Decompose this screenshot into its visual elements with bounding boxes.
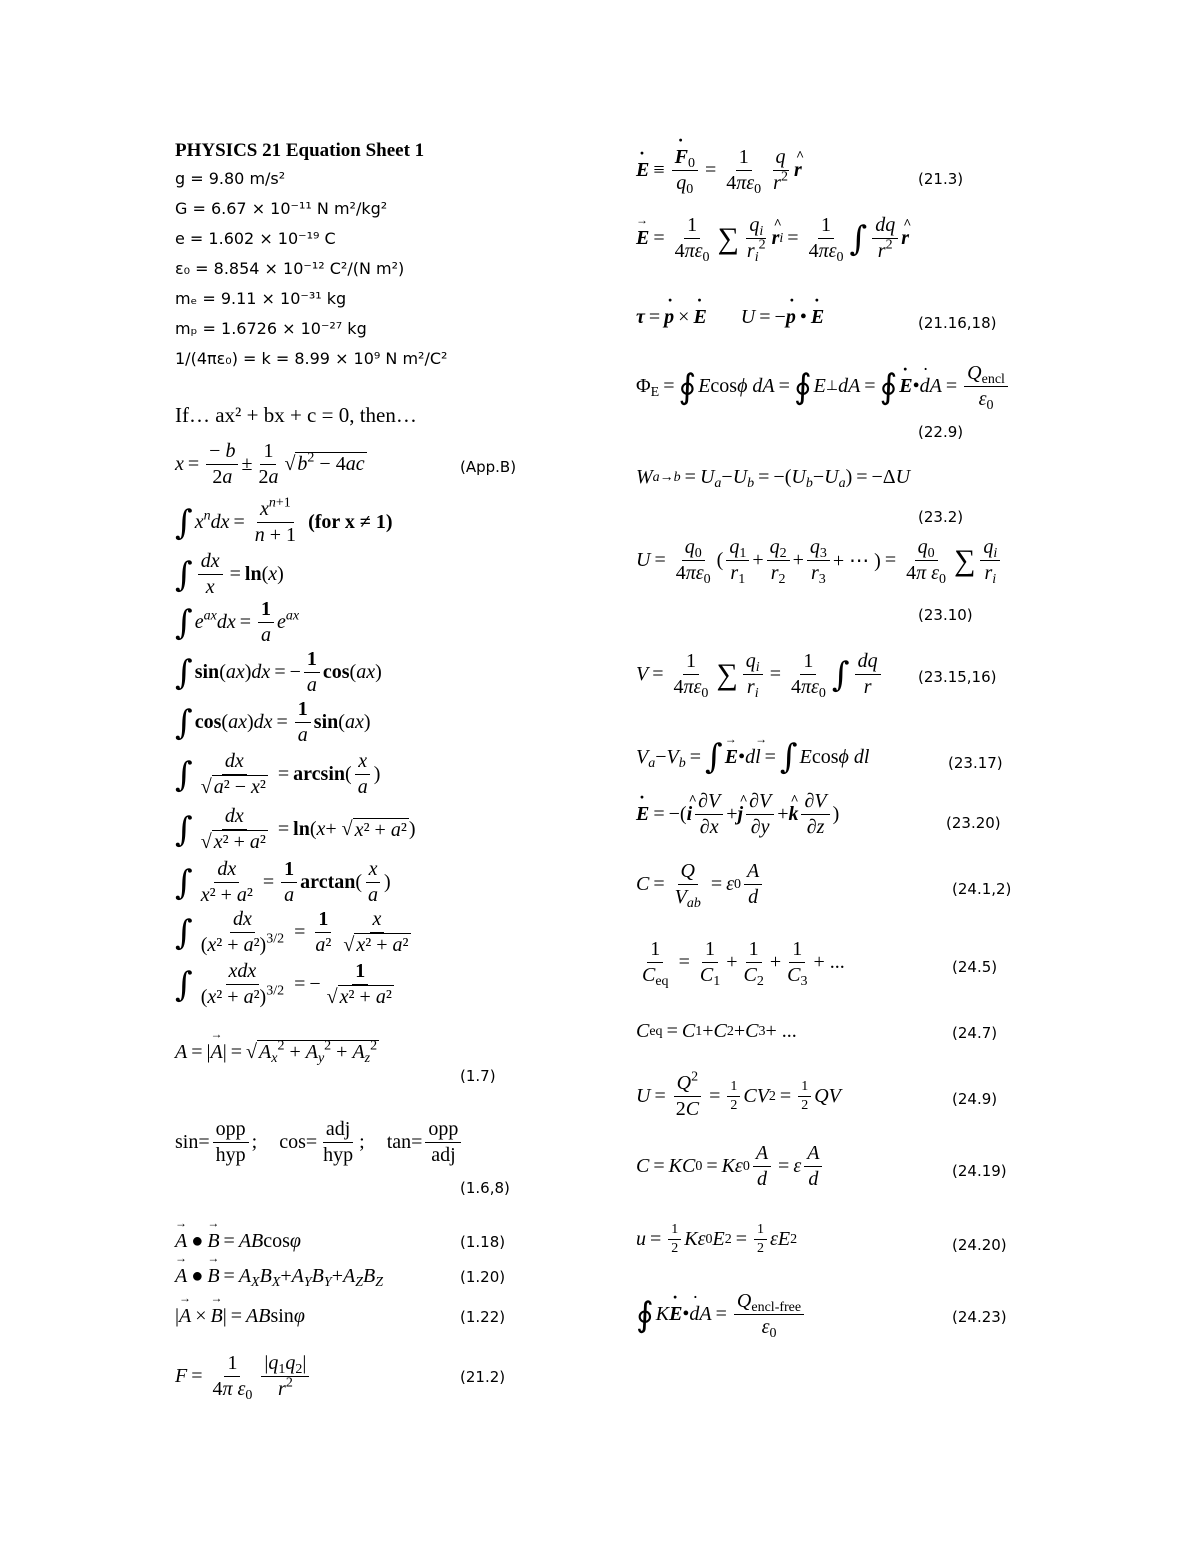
page-title: PHYSICS 21 Equation Sheet 1 xyxy=(175,140,425,161)
cross-product-eq-number: (1.22) xyxy=(460,1308,506,1326)
gauss-law-dielectric: ∮ K · E • · dA = $\frac{Q_{encl-free}}{\varepsilon_0}$ xyxy=(636,1290,1056,1339)
constant-me: mₑ = 9.11 × 10⁻³¹ kg xyxy=(175,289,347,308)
potential-difference: $V_a$ − $V_b$ = ∫ → E • d → l = ∫ E cos ϕ dl xyxy=(636,740,1056,774)
electric-field-definition: · E ≡ · $\frac{F_0}{q_0}$ = $\frac{1}{4\pi\varepsilon_0}$ $\frac{q}{r^2}$ ^ r xyxy=(636,146,1056,195)
series-capacitors: $\frac{1}{C_{eq}}$ = $\frac{1}{C_1}$ + $\frac{1}{C_2}$ + $\frac{1}{C_3}$ + ... xyxy=(642,938,845,990)
constant-G: G = 6.67 × 10⁻¹¹ N m²/kg² xyxy=(175,199,388,218)
eq-number-24-5: (24.5) xyxy=(952,958,998,976)
integral-dx-over-power: ∫ $\frac{dx}{(x^2 + a^2)^{3/2}}$ = $\frac{1}{\text{a²}}$ $\frac{x}{\text{√ x² + a²}}$ xyxy=(175,908,409,956)
work-potential-energy: W a→b = $U_a$ − $U_b$ = −( $U_b$ − $U_a$ ) = −Δ U xyxy=(636,466,911,492)
eq-number-24-9: (24.9) xyxy=(952,1090,998,1108)
cross-product-magnitude: | → A × → B | = AB sin φ xyxy=(175,1305,605,1328)
eq-number-24-7: (24.7) xyxy=(952,1024,998,1042)
integral-power-condition: (for x ≠ 1) xyxy=(308,511,393,533)
capacitor-energy: U = $\frac{Q^2}{2C}$ = $\frac{1}{2}$ CV 2 = $\frac{1}{2}$ QV xyxy=(636,1069,841,1120)
integral-sine: ∫ sin ( ax ) dx = − $\frac{1}{a}$ cos ( ax ) xyxy=(175,648,382,696)
dot-product-angle-eq-number: (1.18) xyxy=(460,1233,506,1251)
eq-number-23-20: (23.20) xyxy=(946,814,1001,832)
dot-product-components: → A ● → B = $A_XB_X$ + $A_YB_Y$ + $A_ZB_Z$ xyxy=(175,1265,605,1288)
field-from-gradient: · E = −( ^ i $\frac{\partial V}{\partial x}$ + ^ j $\frac{\partial V}{\partial y}$ + ^ k $\frac{\partial V}{\partial z}$ ) xyxy=(636,790,1056,839)
constant-g: g = 9.80 m/s² xyxy=(175,169,286,188)
quadratic-eq-number: (App.B) xyxy=(460,458,517,476)
parallel-capacitors: C eq = C 1 + C 2 + C 3 + ... xyxy=(636,1020,797,1042)
energy-density: u = $\frac{1}{2}$ Kε 0 E 2 = $\frac{1}{2}$ εE 2 xyxy=(636,1222,798,1256)
eq-number-23-17: (23.17) xyxy=(948,754,1003,772)
integral-cosine: ∫ cos ( ax ) dx = $\frac{1}{a}$ sin ( ax ) xyxy=(175,698,371,746)
integral-exponential: ∫ $e^{ax}dx$ = $\frac{1}{a}$ $e^{ax}$ xyxy=(175,598,300,646)
left-column xyxy=(175,140,605,1404)
dot-product-angle: → A ● → B = AB cos φ xyxy=(175,1230,605,1253)
eq-number-24-19: (24.19) xyxy=(952,1162,1007,1180)
dot-product-components-eq-number: (1.20) xyxy=(460,1268,506,1286)
quadratic-intro: If… ax² + bx + c = 0, then… xyxy=(175,403,417,427)
capacitance-definition: C = $\frac{Q}{V_{ab}}$ = ε 0 $\frac{A}{d}$ xyxy=(636,860,1056,909)
eq-number-23-15-16: (23.15,16) xyxy=(918,668,997,686)
eq-number-24-20: (24.20) xyxy=(952,1236,1007,1254)
coulomb-law: F = $\frac{1}{4\pi \varepsilon_0}$ $\frac{|q_1q_2|}{r^2}$ xyxy=(175,1352,605,1401)
eq-number-22-9: (22.9) xyxy=(918,423,964,441)
integral-xdx-over-power: ∫ $\frac{\text{xdx}}{(x^2 + a^2)^{3/2}}$ = − $\frac{1}{\text{√ x² + a²}}$ xyxy=(175,960,392,1008)
electric-flux: $\Phi_E$ = ∮ E cos ϕ dA = ∮ E ⊥ dA = ∮ · E • · dA = $\frac{Q_{encl}}{\varepsilon_0}$ xyxy=(636,362,1056,411)
integral-arcsin: ∫ $\frac{dx}{\text{√ a² − x²}}$ = arcsin ( $\frac{x}{a}$ ) xyxy=(175,750,381,798)
vector-magnitude: A = | → A | = √ $A_x^2 + A_y^2 + A_z^2$ xyxy=(175,1040,605,1064)
eq-number-24-23: (24.23) xyxy=(952,1308,1007,1326)
constant-mp: mₚ = 1.6726 × 10⁻²⁷ kg xyxy=(175,319,367,338)
integral-power: ∫ $x^ndx$ = $\frac{x^{n+1}}{n + 1}$ (for x ≠ 1) xyxy=(175,495,393,546)
eq-number-21-16-18: (21.16,18) xyxy=(918,314,997,332)
constant-e: e = 1.602 × 10⁻¹⁹ C xyxy=(175,229,336,248)
eq-number-24-1-2: (24.1,2) xyxy=(952,880,1012,898)
integral-log-sqrt: ∫ $\frac{dx}{\text{√ x² + a²}}$ = ln ( x + √ x² + a² ) xyxy=(175,805,416,853)
trig-ratios: sin= $\frac{\text{opp}}{\text{hyp}}$ ; cos= $\frac{\text{adj}}{\text{hyp}}$ ; tan= $\frac{\text{opp}}{\text{adj}}$ xyxy=(175,1118,605,1167)
coulomb-eq-number: (21.2) xyxy=(460,1368,506,1386)
trig-eq-number: (1.6,8) xyxy=(460,1179,510,1197)
constant-epsilon0: ε₀ = 8.854 × 10⁻¹² C²/(N m²) xyxy=(175,259,405,278)
dielectric-capacitance: C = KC 0 = Kε 0 $\frac{A}{d}$ = ε $\frac{A}{d}$ xyxy=(636,1142,1056,1191)
quadratic-formula: x = $\frac{- b}{2a}$ ± $\frac{1}{2a}$ √ $b^2 - 4ac$ xyxy=(175,440,365,488)
electric-potential: V = $\frac{1}{4\pi\varepsilon_0}$ ∑ $\frac{q_i}{r_i}$ = $\frac{1}{4\pi\varepsilon_0}$ ∫ $\frac{dq}{r}$ xyxy=(636,650,1056,699)
constant-k: 1/(4πε₀) = k = 8.99 × 10⁹ N m²/C² xyxy=(175,349,448,368)
dipole-torque-energy: τ = · p × · E U = − · p • · E xyxy=(636,306,1056,329)
electric-field-superposition: → E = $\frac{1}{4\pi\varepsilon_0}$ ∑ $\frac{q_i}{r_i^2}$ ^ r i = $\frac{1}{4\pi\varepsilon_0}$ ∫ $\frac{dq}{r^2}$ ^ r xyxy=(636,214,1056,263)
integral-arctan: ∫ $\frac{dx}{\text{x² + a²}}$ = $\frac{1}{a}$ arctan ( $\frac{x}{a}$ ) xyxy=(175,858,391,906)
vector-magnitude-eq-number: (1.7) xyxy=(460,1067,496,1085)
potential-energy-point-charges: U = $\frac{q_0}{4\pi\varepsilon_0}$ ( $\frac{q_1}{r_1}$ + $\frac{q_2}{r_2}$ + $\frac{q_3}{r_3}$ + ⋯ ) = $\frac{q_0}{4\pi \varepsilon_0}$ ∑ $\frac{q_i}{r_i}$ xyxy=(636,536,1056,585)
eq-number-21-3: (21.3) xyxy=(918,170,964,188)
constants-list xyxy=(175,164,605,374)
integral-reciprocal: ∫ $\frac{dx}{x}$ = ln ( x ) xyxy=(175,550,284,598)
eq-number-23-2: (23.2) xyxy=(918,508,964,526)
eq-number-23-10: (23.10) xyxy=(918,606,973,624)
